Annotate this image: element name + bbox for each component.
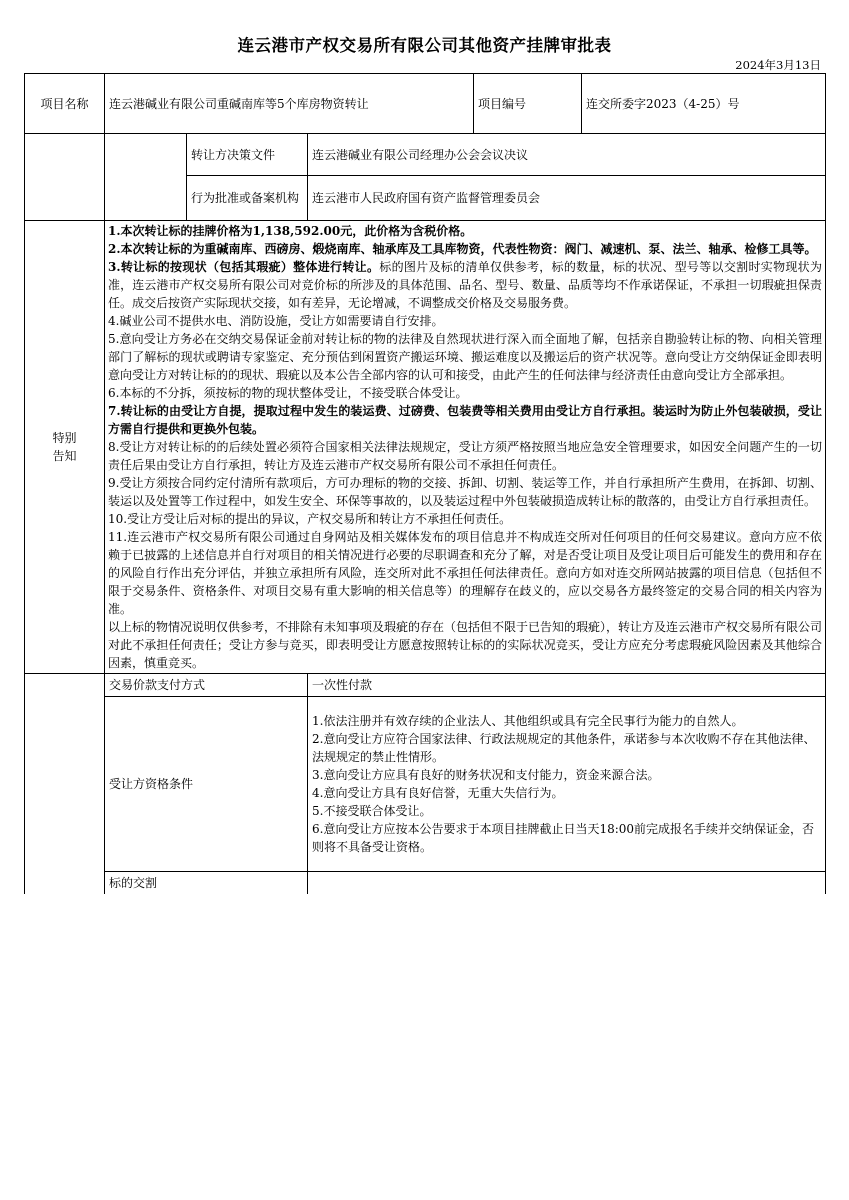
delivery-row (25, 872, 826, 895)
notice-item-6: 6.本标的不分拆，须按标的物的现状整体受让，不接受联合体受让。 (108, 386, 468, 400)
notice-item-3 (108, 258, 822, 312)
blank-cell-bottom-left (25, 674, 105, 895)
qualification-item: 1.依法注册并有效存续的企业法人、其他组织或具有完全民事行为能力的自然人。 (312, 714, 744, 728)
notice-item-3-text: 标的图片及标的清单仅供参考，标的数量，标的状况、型号等以交割时实物现状为准，连云港市产权交易所有限公司对竞价标的所涉及的具体范围、品名、型号、数量、品质等均不作承诺保证，不承担一切瑕疵担保责任。成交后按资产实际现状交接，如有差异，无论增减，不调整成交价格及交易服务费。 (108, 260, 822, 310)
delivery-value (308, 872, 826, 895)
approval-table (24, 73, 826, 894)
notice-item-5: 5.意向受让方务必在交纳交易保证金前对转让标的物的法律及自然现状进行深入而全面地了解，包括亲自勘验转让标的物、向相关管理部门了解标的现状或聘请专家鉴定、充分预估到闲置资产搬运环境、搬运难度以及搬运后的资产状况等。意向受让方交纳保证金即表明意向受让方对转让标的的现状、瑕疵以及本公告全部内容的认可和接受，由此产生的任何法律与经济责任由意向受让方全部承担。 (108, 332, 822, 382)
notice-item-1: 1.本次转让标的挂牌价格为1,138,592.00元，此价格为含税价格。 (108, 224, 473, 238)
qualification-item: 3.意向受让方应具有良好的财务状况和支付能力，资金来源合法。 (312, 768, 660, 782)
qualification-item: 2.意向受让方应符合国家法律、行政法规规定的其他条件，承诺参与本次收购不存在其他法律、法规规定的禁止性情形。 (312, 732, 816, 764)
delivery-label: 标的交割 (105, 872, 308, 895)
notice-item-11: 11.连云港市产权交易所有限公司通过自身网站及相关媒体发布的项目信息并不构成连交所对任何项目的任何交易建议。意向方应不依赖于已披露的上述信息并自行对项目的相关情况进行必要的尽职调查和充分了解，对是否受让项目及受让项目后可能发生的费用和存在的风险自行作出充分评估，并独立承担所有风险，连交所对此不承担任何法律责任。意向方如对连交所网站披露的项目信息（包括但不限于交易条件、资格条件、对项目交易有重大影响的相关信息等）的理解存在歧义的，应以交易各方最终签定的交易合同的相关内容为准。 (108, 530, 822, 616)
notice-label-line-1: 特别 (52, 431, 77, 445)
notice-content (105, 221, 826, 674)
approval-form (24, 73, 825, 894)
qualification-item: 4.意向受让方具有良好信誉，无重大失信行为。 (312, 786, 564, 800)
payment-row (25, 674, 826, 697)
project-code-label: 项目编号 (474, 74, 582, 134)
document-date: 2024年3月13日 (735, 58, 821, 72)
approval-label: 行为批准或备案机构 (187, 176, 308, 221)
document-title: 连云港市产权交易所有限公司其他资产挂牌审批表 (237, 36, 612, 55)
notice-item-8: 8.受让方对转让标的的后续处置必须符合国家相关法律法规规定，受让方须严格按照当地应急安全管理要求，如因安全问题产生的一切责任后果由受让方自行承担，转让方及连云港市产权交易所有限公司不承担任何责任。 (108, 440, 822, 472)
qualification-item: 5.不接受联合体受让。 (312, 804, 432, 818)
notice-summary: 以上标的物情况说明仅供参考，不排除有未知事项及瑕疵的存在（包括但不限于已告知的瑕疵），转让方及连云港市产权交易所有限公司对此不承担任何责任；受让方参与竞买，即表明受让方愿意按照转让标的的实际状况竞买，受让方应充分考虑瑕疵风险因素及其他综合因素，慎重竞买。 (108, 620, 823, 670)
notice-row (25, 221, 826, 674)
payment-label: 交易价款支付方式 (105, 674, 308, 697)
decision-doc-row (25, 134, 826, 176)
notice-item-9: 9.受让方须按合同约定付清所有款项后，方可办理标的物的交接、拆卸、切割、装运等工作，并自行承担所产生费用，在拆卸、切割、装运以及处置等工作过程中，如发生安全、环保等事故的，以及装运过程中外包装破损造成转让标的散落的，由受让方自行承担责任。 (108, 476, 822, 508)
decision-doc-value: 连云港碱业有限公司经理办公会会议决议 (308, 134, 826, 176)
notice-label (25, 221, 105, 674)
decision-doc-label: 转让方决策文件 (187, 134, 308, 176)
qualification-row (25, 697, 826, 872)
notice-item-7: 7.转让标的由受让方自提，提取过程中发生的装运费、过磅费、包装费等相关费用由受让方自行承担。装运时为防止外包装破损，受让方需自行提供和更换外包装。 (108, 404, 822, 436)
qualification-list (308, 697, 826, 872)
notice-item-10: 10.受让方受让后对标的提出的异议，产权交易所和转让方不承担任何责任。 (108, 512, 512, 526)
notice-item-2: 2.本次转让标的为重碱南库、西磅房、煅烧南库、轴承库及工具库物资，代表性物资：阀门、减速机、泵、法兰、轴承、检修工具等。 (108, 242, 817, 256)
project-name-value: 连云港碱业有限公司重碱南库等5个库房物资转让 (105, 74, 474, 134)
project-name-label: 项目名称 (25, 74, 105, 134)
approval-value: 连云港市人民政府国有资产监督管理委员会 (308, 176, 826, 221)
blank-cell-left (25, 134, 105, 221)
notice-label-line-2: 告知 (52, 449, 77, 463)
notice-item-3-lead: 3.转让标的按现状（包括其瑕疵）整体进行转让。 (108, 260, 380, 274)
qualification-item: 6.意向受让方应按本公告要求于本项目挂牌截止日当天18:00前完成报名手续并交纳保证金，否则将不具备受让资格。 (312, 822, 815, 854)
blank-cell-middle (105, 134, 187, 221)
payment-value: 一次性付款 (308, 674, 826, 697)
project-code-value: 连交所委字2023（4-25）号 (582, 74, 826, 134)
project-row (25, 74, 826, 134)
notice-item-4: 4.碱业公司不提供水电、消防设施，受让方如需要请自行安排。 (108, 314, 444, 328)
qualification-label: 受让方资格条件 (105, 697, 308, 872)
